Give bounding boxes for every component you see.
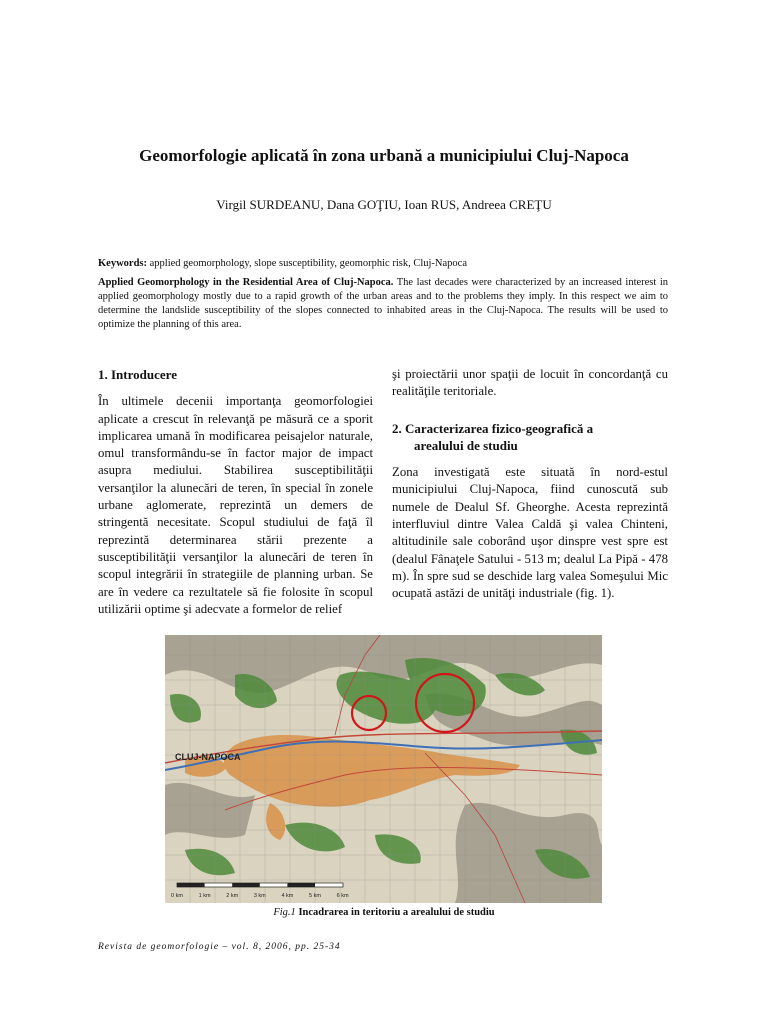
abstract <box>98 276 668 332</box>
location-map <box>165 635 602 903</box>
scale-label: 2 km <box>226 893 239 899</box>
right-column <box>392 366 668 603</box>
keywords <box>98 258 668 269</box>
abstract-text: The last decades were characterized by an increased interest in applied geomorphology mostly due to a rapid growth of the urban areas and to the problems they imply. In this respect we aim to determine the landslide susceptibility of the slopes connected to inhabited areas in the Cluj-Napoca. The results will be used to optimize the planning of this area. <box>98 277 668 330</box>
scale-label: 5 km <box>309 893 321 899</box>
authors: Virgil SURDEANU, Dana GOŢIU, Ioan RUS, Andreea CREŢU <box>216 197 552 212</box>
section2-heading <box>392 420 668 455</box>
scale-label: 3 km <box>253 893 266 899</box>
left-column <box>98 366 373 618</box>
keywords-label: Keywords: <box>98 258 147 269</box>
figure-caption <box>0 907 768 918</box>
scale-label: 1 km <box>198 893 211 899</box>
figure-caption-text: Incadrarea in teritoriu a arealului de studiu <box>295 907 495 918</box>
abstract-title: Applied Geomorphology in the Residential Area of Cluj-Napoca. <box>98 277 394 288</box>
scale-label: 0 km <box>171 893 183 899</box>
section1-body: În ultimele decenii importanţa geomorfologiei aplicate a crescut în relevanţă pe măsură ce a sporit implicarea umană în modificarea peisajelor naturale, omul transformându-se în factor major de impact asupra mediului. Stabilirea susceptibilităţii versanţilor la alunecări de teren, în special în zonele urbane aglomerate, reprezintă un demers de stringentă necesitate. Scopul studiului de faţă îl reprezintă determinarea stării prezente a susceptibilităţii versanţilor la alunecări de teren în scopul integrării în strategiile de planning urban. Se are în vedere ca rezultatele să fie folosite în scopul utilizării optime şi adecvate a formelor de relief <box>98 394 373 616</box>
section2-heading-line2: arealului de studiu <box>414 437 518 453</box>
section2-heading-line1: 2. Caracterizarea fizico-geografică a <box>392 420 594 436</box>
section1-heading: 1. Introducere <box>98 367 177 382</box>
journal-footer: Revista de geomorfologie – vol. 8, 2006, pp. 25-34 <box>98 942 341 952</box>
section1-continuation: şi proiectării unor spaţii de locuit în concordanţă cu realităţile teritoriale. <box>392 367 668 399</box>
section2-body: Zona investigată este situată în nord-estul municipiului Cluj-Napoca, fiind cunoscută sub numele de Dealul Sf. Gheorghe. Acesta reprezintă interfluviul dintre Valea Caldă şi valea Chinteni, altitudinile sale coborând uşor dinspre vest spre est (dealul Fânaţele Satului - 513 m; dealul La Pipă - 478 m). În spre sud se deschide larg valea Someşului Mic ocupată astăzi de unităţi industriale (fig. 1). <box>392 465 668 601</box>
keywords-text: applied geomorphology, slope susceptibility, geomorphic risk, Cluj-Napoca <box>147 258 467 269</box>
map-city-label: CLUJ-NAPOCA <box>175 752 241 762</box>
paper-title: Geomorfologie aplicată în zona urbană a municipiului Cluj-Napoca <box>139 146 629 165</box>
scale-label: 4 km <box>281 893 294 899</box>
scale-label: 6 km <box>336 893 349 899</box>
figure-label: Fig.1 <box>273 907 296 918</box>
